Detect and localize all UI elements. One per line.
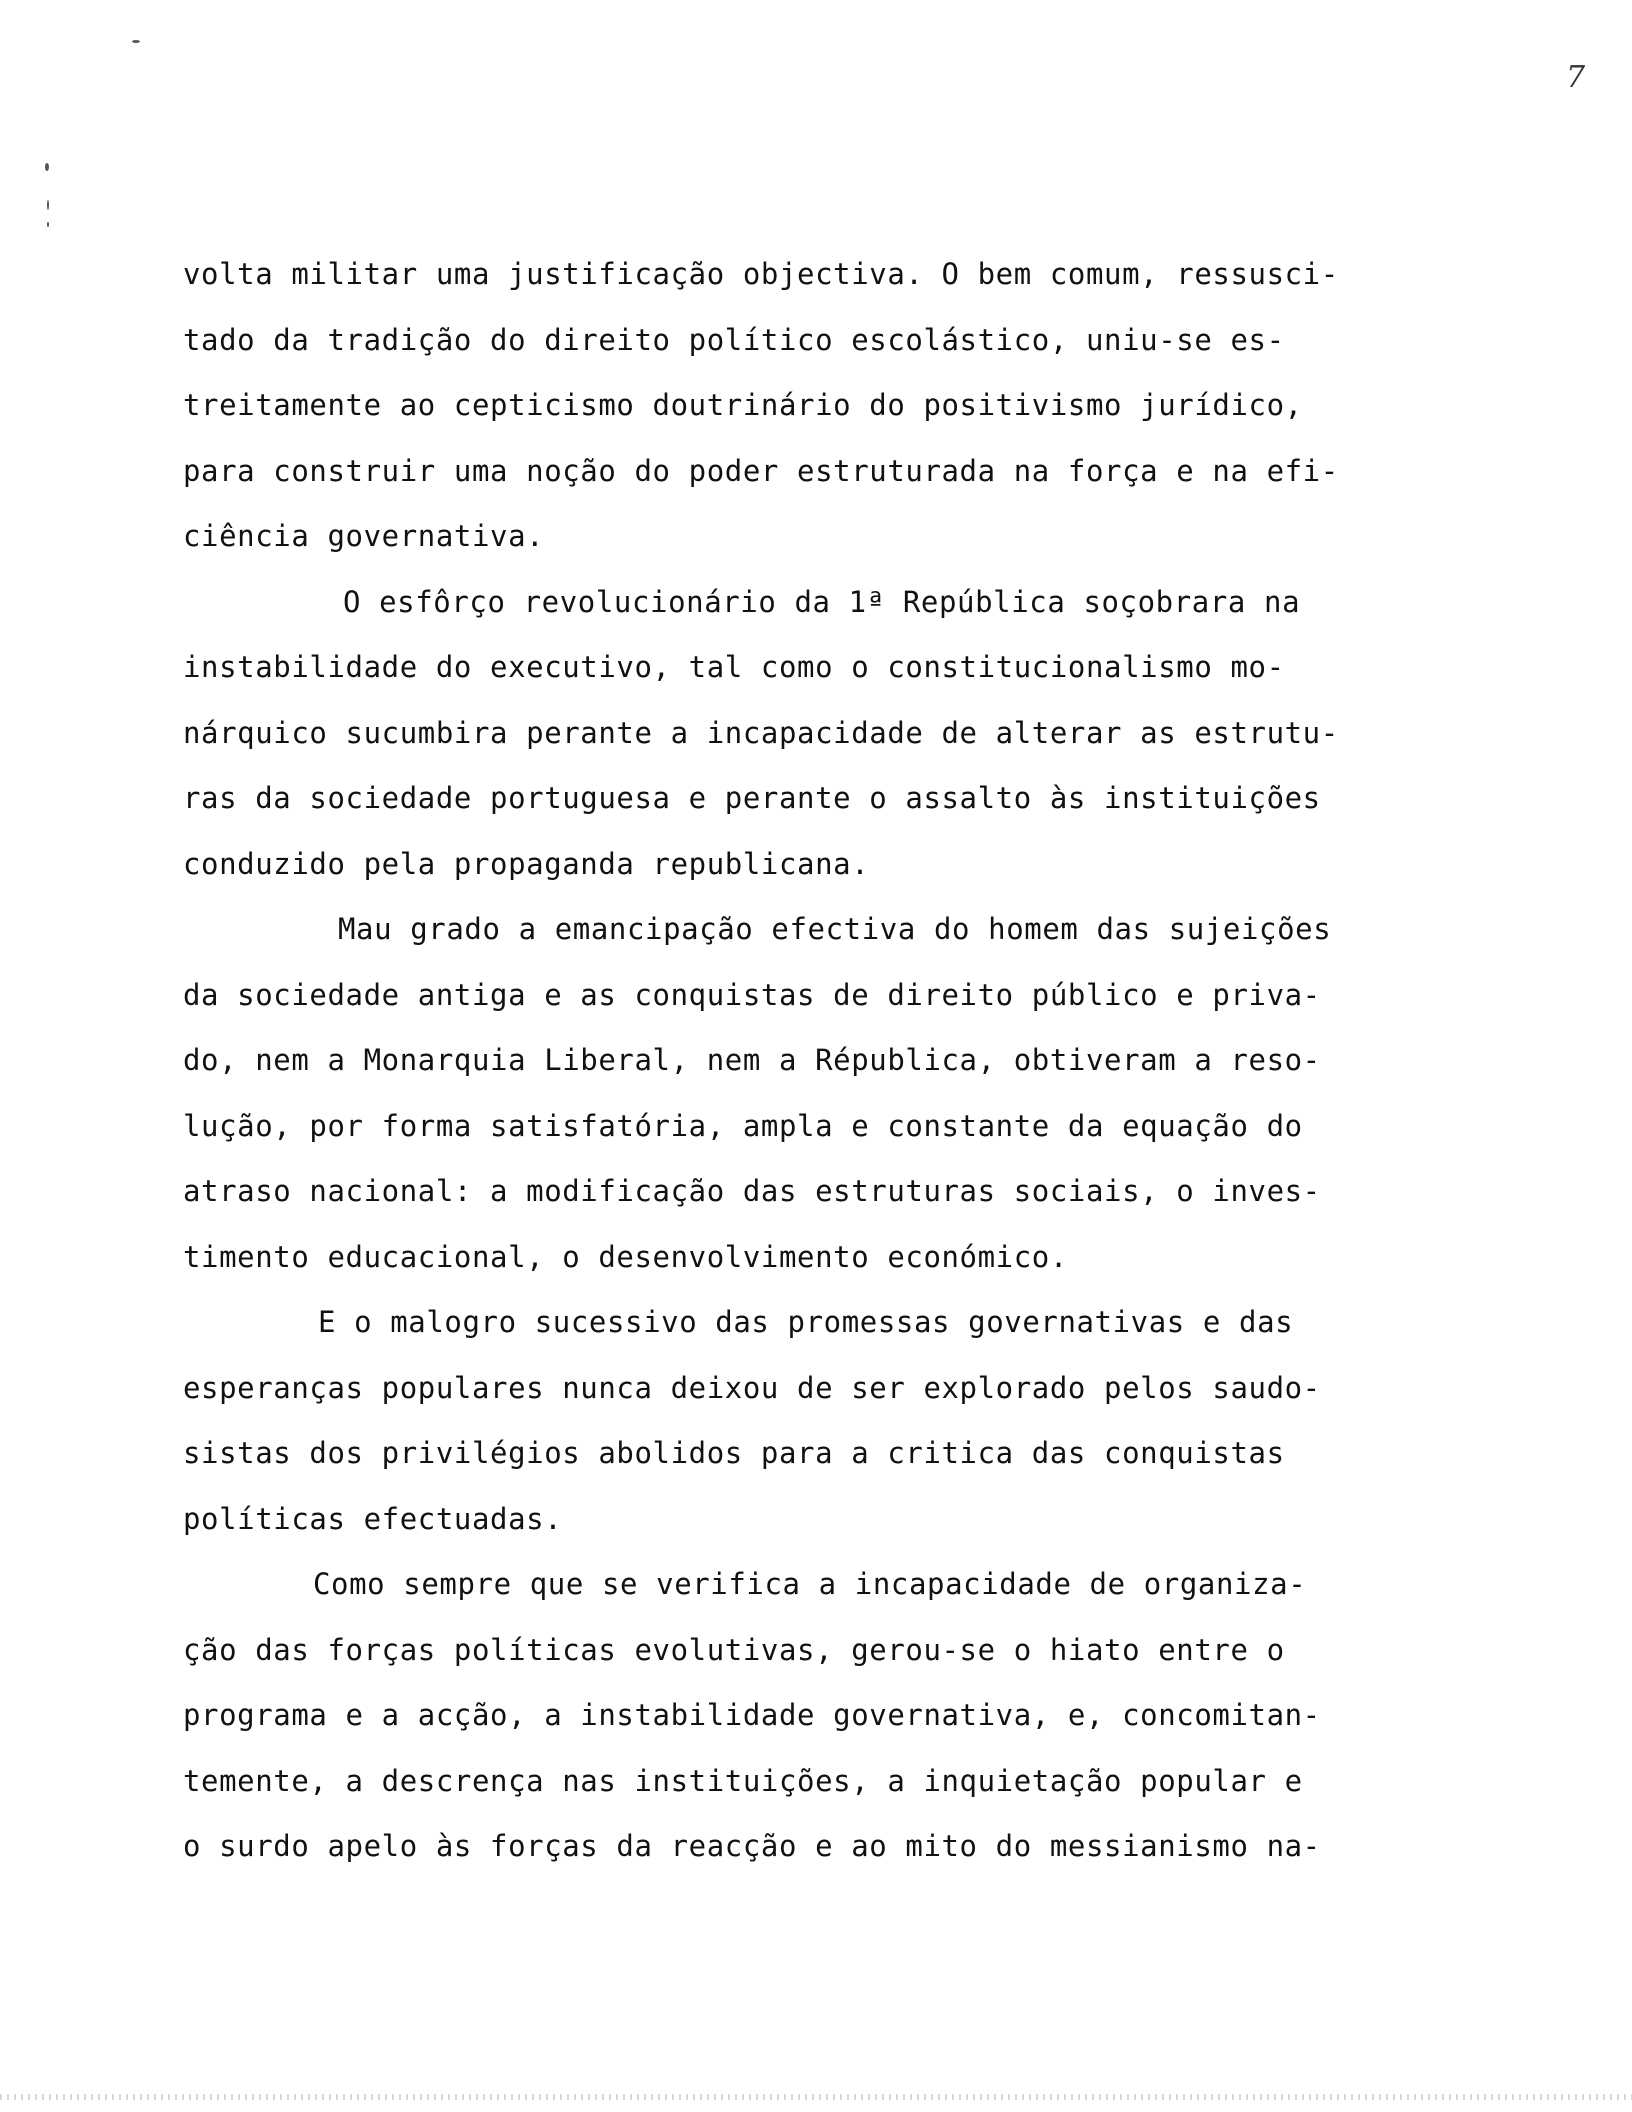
- text-line: temente, a descrença nas instituições, a inquietação popular e: [183, 1763, 1303, 1798]
- paragraph: [183, 570, 1473, 898]
- text-line: esperanças populares nunca deixou de ser explorado pelos saudo-: [183, 1370, 1321, 1405]
- scan-edge-noise: [0, 2094, 1632, 2100]
- text-line: Como sempre que se verifica a incapacidade de organiza-: [313, 1567, 1307, 1601]
- text-line: volta militar uma justificação objectiva. O bem comum, ressusci-: [183, 257, 1339, 291]
- scan-speck: [47, 222, 49, 227]
- text-line: lução, por forma satisfatória, ampla e constante da equação do: [183, 1108, 1303, 1143]
- paragraph: [183, 1290, 1473, 1552]
- scan-speck: [47, 200, 49, 210]
- text-line: ção das forças políticas evolutivas, gerou-se o hiato entre o: [183, 1632, 1285, 1667]
- text-line: atraso nacional: a modificação das estruturas sociais, o inves-: [183, 1174, 1321, 1208]
- paragraph: [183, 242, 1473, 570]
- scan-speck: [132, 40, 140, 43]
- text-line: conduzido pela propaganda republicana.: [183, 846, 870, 881]
- text-line: o surdo apelo às forças da reacção e ao mito do messianismo na-: [183, 1829, 1321, 1863]
- text-line: ras da sociedade portuguesa e perante o assalto às instituições: [183, 781, 1321, 815]
- text-line: para construir uma noção do poder estruturada na força e na efi-: [183, 453, 1339, 488]
- text-line: do, nem a Monarquia Liberal, nem a Républica, obtiveram a reso-: [183, 1043, 1321, 1077]
- paragraph: [183, 897, 1473, 1290]
- text-line: ciência governativa.: [183, 519, 545, 553]
- paragraph: [183, 1552, 1473, 1880]
- text-line: da sociedade antiga e as conquistas de direito público e priva-: [183, 977, 1321, 1012]
- body-text: [183, 242, 1473, 1880]
- text-line: treitamente ao cepticismo doutrinário do positivismo jurídico,: [183, 388, 1303, 422]
- text-line: sistas dos privilégios abolidos para a critica das conquistas: [183, 1436, 1285, 1470]
- page-number: 7: [1566, 60, 1586, 95]
- scan-speck: [45, 163, 49, 171]
- text-line: Mau grado a emancipação efectiva do homem das sujeições: [338, 912, 1332, 946]
- text-line: timento educacional, o desenvolvimento económico.: [183, 1239, 1068, 1274]
- text-line: E o malogro sucessivo das promessas governativas e das: [318, 1305, 1294, 1339]
- text-line: instabilidade do executivo, tal como o constitucionalismo mo-: [183, 650, 1285, 684]
- text-line: programa e a acção, a instabilidade governativa, e, concomitan-: [183, 1698, 1321, 1732]
- text-line: políticas efectuadas.: [183, 1501, 563, 1536]
- text-line: nárquico sucumbira perante a incapacidade de alterar as estrutu-: [183, 715, 1339, 750]
- text-line: tado da tradição do direito político escolástico, uniu-se es-: [183, 322, 1285, 357]
- text-line: O esfôrço revolucionário da 1ª República soçobrara na: [343, 584, 1301, 619]
